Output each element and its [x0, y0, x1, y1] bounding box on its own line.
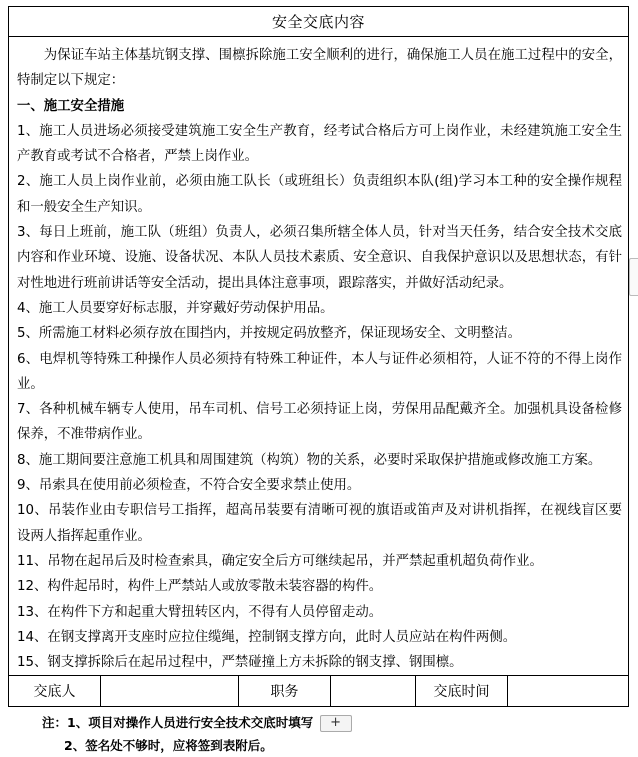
intro-paragraph: 为保证车站主体基坑钢支撑、围檩拆除施工安全顺利的进行，确保施工人员在施工过程中的安全，特制定以下规定：: [17, 48, 622, 89]
disclosure-form: [8, 6, 629, 707]
item-12: 12、构件起吊时，构件上严禁站人或放零散未装容器的构件。: [17, 579, 383, 595]
item-3: 3、每日上班前，施工队（班组）负责人，必须召集所辖全体人员，针对当天任务，结合安全技术交底内容和作业环境、设施、设备状况、本队人员技术素质、安全意识、自我保护意识以及思想状态，有针对性地进行班前讲话等安全活动，提出具体注意事项，跟踪落实，并做好活动纪录。: [17, 225, 622, 291]
item-8: 8、施工期间要注意施工机具和周围建筑（构筑）物的关系，必要时采取保护措施或修改施工方案。: [17, 452, 602, 468]
section-heading: 一、施工安全措施: [17, 98, 125, 114]
add-button[interactable]: +: [320, 715, 352, 732]
form-content: [9, 37, 628, 677]
item-4: 4、施工人员要穿好标志服，并穿戴好劳动保护用品。: [17, 300, 334, 316]
footnotes: [42, 711, 352, 757]
disclosure-time-field[interactable]: [508, 676, 628, 706]
item-2: 2、施工人员上岗作业前，必须由施工队长（或班组长）负责组织本队(组)学习本工种的安全操作规程和一般安全生产知识。: [17, 174, 622, 215]
item-6: 6、电焊机等特殊工种操作人员必须持有特殊工种证件，本人与证件必须相符，人证不符的不得上岗作业。: [17, 351, 622, 392]
item-7: 7、各种机械车辆专人使用，吊车司机、信号工必须持证上岗，劳保用品配戴齐全。加强机具设备检修保养，不准带病作业。: [17, 402, 622, 443]
position-field[interactable]: [331, 676, 416, 706]
item-13: 13、在构件下方和起重大臂扭转区内，不得有人员停留走动。: [17, 604, 383, 620]
item-5: 5、所需施工材料必须存放在围挡内，并按规定码放整齐，保证现场安全、文明整洁。: [17, 326, 521, 342]
item-9: 9、吊索具在使用前必须检查，不符合安全要求禁止使用。: [17, 478, 361, 494]
signature-row: [9, 675, 628, 706]
position-label: 职务: [239, 676, 331, 706]
note-2: 2、签名处不够时，应将签到表附后。: [64, 738, 273, 753]
item-10: 10、吊装作业由专职信号工指挥，超高吊装要有清晰可视的旗语或笛声及对讲机指挥，在视线盲区要设两人指挥起重作业。: [17, 503, 622, 544]
form-title: 安全交底内容: [9, 7, 628, 37]
discloser-label: 交底人: [9, 676, 101, 706]
scroll-handle[interactable]: [629, 258, 638, 296]
item-11: 11、吊物在起吊后及时检查索具，确定安全后方可继续起吊，并严禁起重机超负荷作业。: [17, 553, 543, 569]
item-15: 15、钢支撑拆除后在起吊过程中，严禁碰撞上方未拆除的钢支撑、钢围檩。: [17, 655, 463, 671]
disclosure-time-label: 交底时间: [416, 676, 508, 706]
item-1: 1、施工人员进场必须接受建筑施工安全生产教育，经考试合格后方可上岗作业，未经建筑施工安全生产教育或考试不合格者，严禁上岗作业。: [17, 123, 622, 165]
note-1: 注：1、项目对操作人员进行安全技术交底时填写: [42, 715, 314, 730]
discloser-field[interactable]: [101, 676, 239, 706]
item-14: 14、在钢支撑离开支座时应拉住缆绳，控制钢支撑方向，此时人员应站在构件两侧。: [17, 629, 517, 645]
note-1-line: [42, 711, 352, 734]
